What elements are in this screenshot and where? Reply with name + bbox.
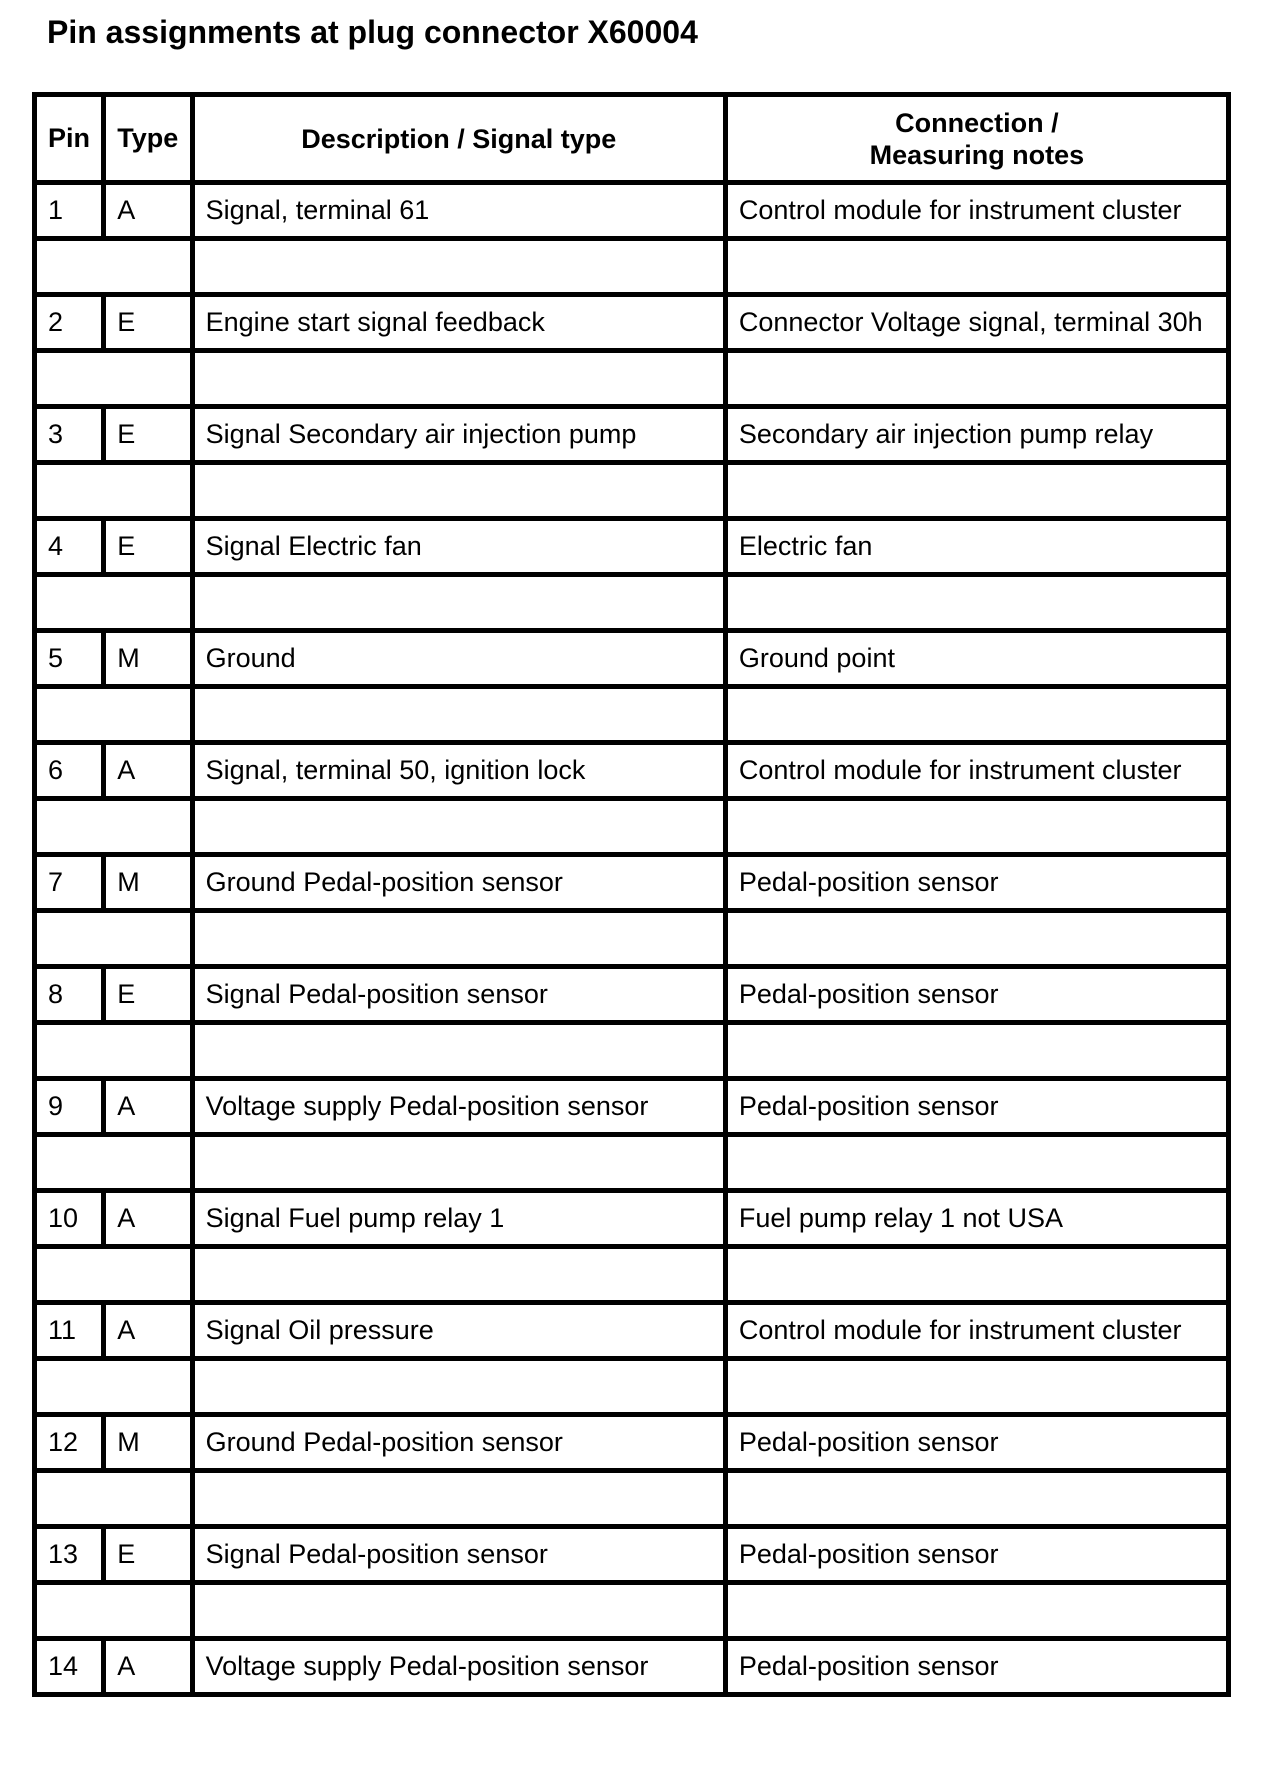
type-cell: A [104,1079,192,1135]
description-cell: Signal Secondary air injection pump [192,407,725,463]
type-cell: M [104,1415,192,1471]
spacer-row [35,239,1229,295]
description-cell: Signal Fuel pump relay 1 [192,1191,725,1247]
spacer-cell [192,575,725,631]
pin-cell: 6 [35,743,104,799]
connection-cell: Pedal-position sensor [725,967,1228,1023]
type-cell: M [104,631,192,687]
type-cell: E [104,407,192,463]
pin-cell: 14 [35,1639,104,1695]
spacer-cell [35,463,193,519]
pin-cell: 11 [35,1303,104,1359]
pin-cell: 1 [35,183,104,239]
spacer-cell [725,1247,1228,1303]
type-cell: E [104,1527,192,1583]
spacer-cell [725,1359,1228,1415]
connection-cell: Electric fan [725,519,1228,575]
table-row [35,295,1229,351]
pin-cell: 2 [35,295,104,351]
header-connection-line2: Measuring notes [869,139,1085,170]
type-cell: A [104,183,192,239]
header-type: Type [104,95,192,183]
spacer-cell [192,1359,725,1415]
spacer-cell [725,1583,1228,1639]
table-row [35,855,1229,911]
table-row [35,183,1229,239]
spacer-cell [192,239,725,295]
table-row [35,1079,1229,1135]
header-connection [725,95,1228,183]
description-cell: Signal, terminal 61 [192,183,725,239]
header-pin: Pin [35,95,104,183]
spacer-cell [192,687,725,743]
type-cell: E [104,295,192,351]
connection-cell: Pedal-position sensor [725,1527,1228,1583]
table-body [35,183,1229,1695]
spacer-row [35,799,1229,855]
spacer-cell [35,1135,193,1191]
type-cell: E [104,967,192,1023]
spacer-cell [192,1471,725,1527]
spacer-cell [192,1583,725,1639]
header-description: Description / Signal type [192,95,725,183]
table-header-row [35,95,1229,183]
table-row [35,1303,1229,1359]
spacer-row [35,687,1229,743]
header-connection-line1: Connection / [895,107,1059,138]
pin-cell: 12 [35,1415,104,1471]
spacer-cell [35,799,193,855]
type-cell: A [104,1191,192,1247]
pin-cell: 3 [35,407,104,463]
spacer-row [35,463,1229,519]
spacer-cell [192,1023,725,1079]
type-cell: M [104,855,192,911]
spacer-cell [35,1023,193,1079]
spacer-row [35,575,1229,631]
connection-cell: Control module for instrument cluster [725,183,1228,239]
spacer-cell [35,911,193,967]
page-title: Pin assignments at plug connector X60004 [47,14,698,50]
spacer-row [35,911,1229,967]
connection-cell: Control module for instrument cluster [725,743,1228,799]
spacer-cell [725,799,1228,855]
spacer-row [35,1023,1229,1079]
connection-cell: Pedal-position sensor [725,855,1228,911]
connection-cell: Secondary air injection pump relay [725,407,1228,463]
spacer-cell [35,1359,193,1415]
description-cell: Voltage supply Pedal-position sensor [192,1639,725,1695]
spacer-cell [725,1135,1228,1191]
description-cell: Signal Pedal-position sensor [192,1527,725,1583]
table-row [35,407,1229,463]
spacer-cell [725,911,1228,967]
description-cell: Signal, terminal 50, ignition lock [192,743,725,799]
connection-cell: Ground point [725,631,1228,687]
spacer-cell [35,687,193,743]
type-cell: A [104,1639,192,1695]
spacer-cell [35,1583,193,1639]
description-cell: Engine start signal feedback [192,295,725,351]
description-cell: Ground Pedal-position sensor [192,1415,725,1471]
table-row [35,967,1229,1023]
table-row [35,1639,1229,1695]
spacer-cell [35,239,193,295]
description-cell: Signal Pedal-position sensor [192,967,725,1023]
table-row [35,631,1229,687]
pin-cell: 10 [35,1191,104,1247]
spacer-cell [192,911,725,967]
spacer-cell [725,1023,1228,1079]
pin-cell: 7 [35,855,104,911]
type-cell: E [104,519,192,575]
spacer-cell [725,1471,1228,1527]
pin-cell: 8 [35,967,104,1023]
spacer-cell [725,687,1228,743]
type-cell: A [104,743,192,799]
spacer-cell [725,239,1228,295]
spacer-cell [725,575,1228,631]
table-row [35,1527,1229,1583]
pin-cell: 13 [35,1527,104,1583]
connection-cell: Pedal-position sensor [725,1639,1228,1695]
spacer-cell [192,351,725,407]
spacer-row [35,351,1229,407]
connection-cell: Fuel pump relay 1 not USA [725,1191,1228,1247]
connection-cell: Pedal-position sensor [725,1079,1228,1135]
pin-assignment-table [32,92,1231,1697]
type-cell: A [104,1303,192,1359]
spacer-cell [35,351,193,407]
pin-cell: 9 [35,1079,104,1135]
description-cell: Signal Oil pressure [192,1303,725,1359]
spacer-cell [725,351,1228,407]
connection-cell: Control module for instrument cluster [725,1303,1228,1359]
connection-cell: Connector Voltage signal, terminal 30h [725,295,1228,351]
spacer-row [35,1247,1229,1303]
spacer-cell [192,1135,725,1191]
spacer-cell [192,799,725,855]
spacer-cell [192,463,725,519]
spacer-row [35,1135,1229,1191]
pin-cell: 5 [35,631,104,687]
spacer-cell [35,1471,193,1527]
table-row [35,743,1229,799]
spacer-cell [35,1247,193,1303]
table-row [35,1191,1229,1247]
spacer-cell [35,575,193,631]
table-row [35,519,1229,575]
spacer-row [35,1583,1229,1639]
pin-cell: 4 [35,519,104,575]
spacer-cell [725,463,1228,519]
description-cell: Voltage supply Pedal-position sensor [192,1079,725,1135]
connection-cell: Pedal-position sensor [725,1415,1228,1471]
spacer-row [35,1471,1229,1527]
table-row [35,1415,1229,1471]
spacer-row [35,1359,1229,1415]
description-cell: Ground Pedal-position sensor [192,855,725,911]
spacer-cell [192,1247,725,1303]
description-cell: Signal Electric fan [192,519,725,575]
description-cell: Ground [192,631,725,687]
